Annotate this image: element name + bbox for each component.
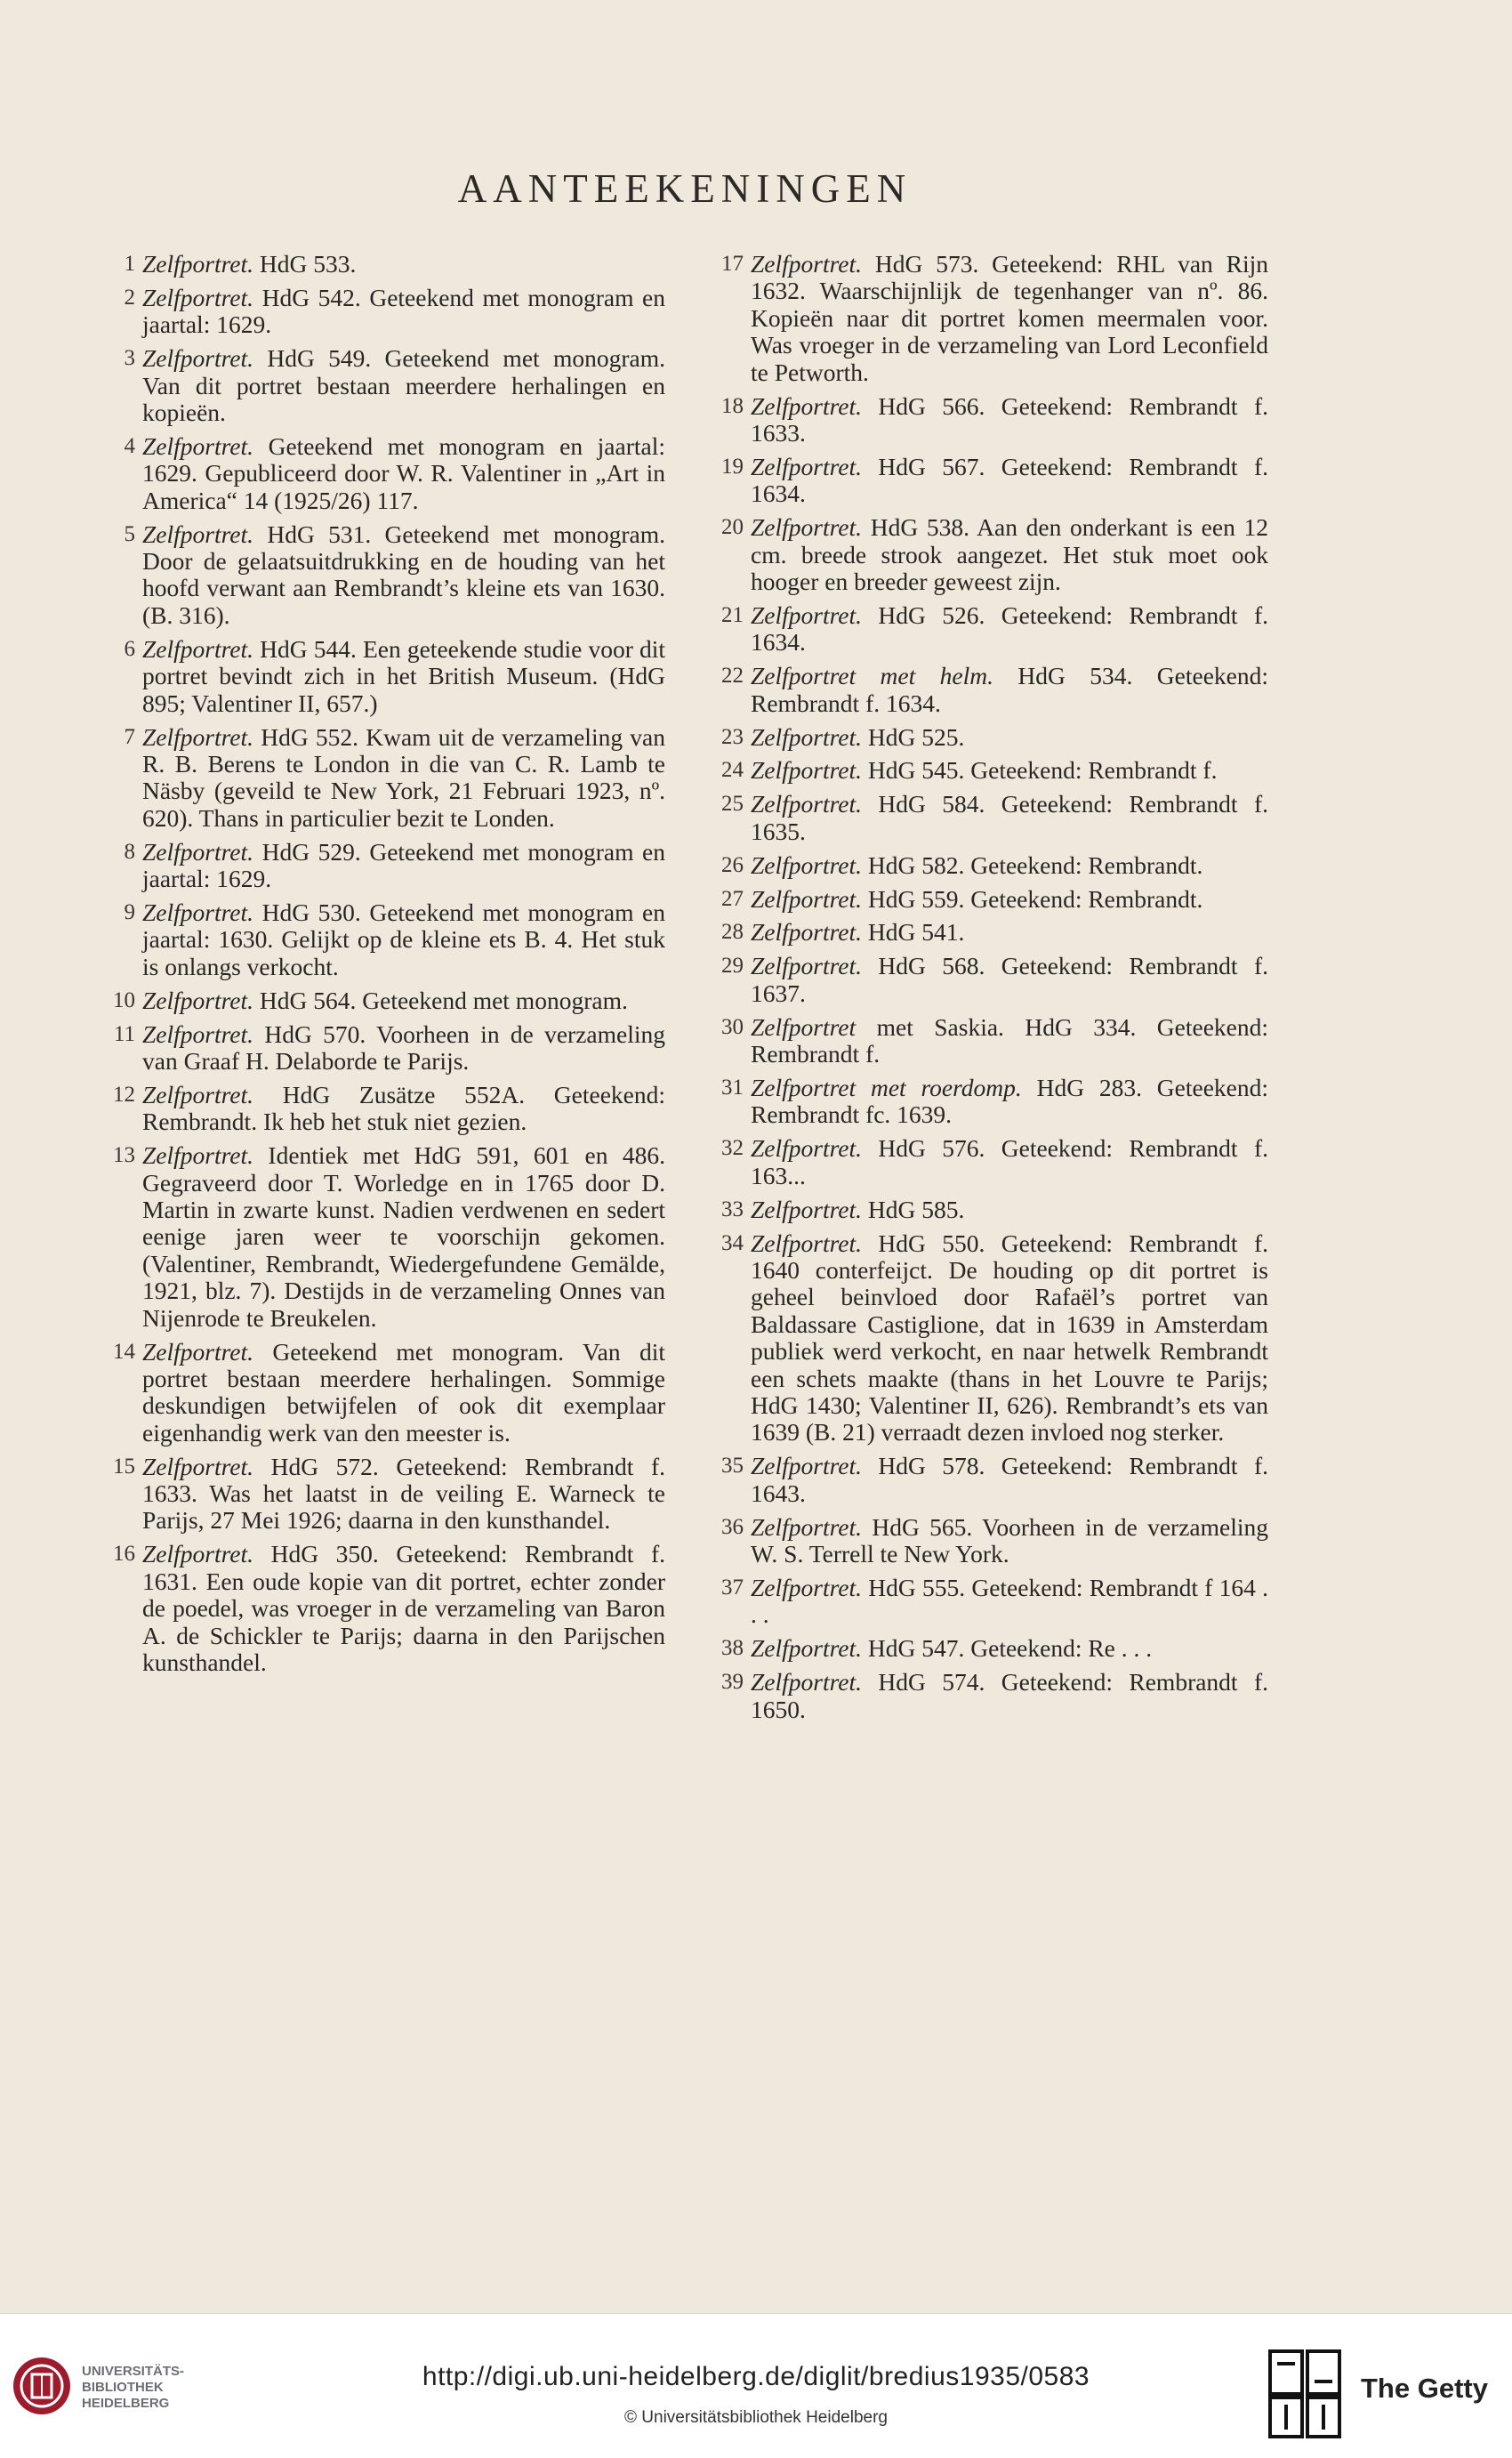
- library-line: UNIVERSITÄTS-: [82, 2364, 185, 2379]
- note-item: [708, 393, 1268, 447]
- note-number: 10: [113, 987, 135, 1012]
- note-text: HdG 525.: [867, 722, 965, 751]
- note-title: Zelfportret.: [142, 250, 254, 278]
- note-number: 34: [721, 1230, 744, 1255]
- note-number: 15: [113, 1454, 135, 1479]
- note-text: HdG 542. Geteekend met monogram en jaartal: 1629.: [142, 283, 665, 339]
- note-number: 31: [721, 1075, 744, 1100]
- copyright-notice: © Universitätsbibliothek Heidelberg: [624, 2408, 888, 2427]
- note-item: [100, 521, 665, 630]
- note-title: Zelfportret.: [142, 1337, 254, 1366]
- note-item: [708, 886, 1268, 913]
- note-item: [100, 724, 665, 833]
- note-item: [100, 433, 665, 514]
- note-number: 13: [113, 1143, 135, 1168]
- note-item: [708, 791, 1268, 845]
- note-text: HdG 572. Geteekend: Rembrandt f. 1633. Was het laatst in de veiling E. Warneck te Parijs, 27 Mei 1926; daarna in den kunsthandel.: [142, 1452, 665, 1535]
- note-item: [100, 1339, 665, 1447]
- page-title: AANTEEKENINGEN: [457, 166, 913, 211]
- note-item: [708, 454, 1268, 508]
- note-number: 33: [721, 1197, 744, 1221]
- getty-logo-icon: [1268, 2349, 1341, 2438]
- note-text: HdG 547. Geteekend: Re . . .: [867, 1634, 1153, 1663]
- note-number: 36: [721, 1514, 744, 1539]
- note-item: [708, 1014, 1268, 1068]
- note-item: [708, 1575, 1268, 1629]
- note-item: [708, 757, 1268, 784]
- note-number: 14: [113, 1339, 135, 1364]
- note-title: Zelfportret.: [751, 756, 863, 785]
- note-number: 6: [124, 636, 135, 661]
- notes-column-right: [708, 251, 1268, 1729]
- note-title: Zelfportret.: [751, 1452, 863, 1480]
- note-title: Zelfportret.: [751, 884, 863, 913]
- note-number: 30: [721, 1014, 744, 1039]
- notes-column-left: [100, 251, 665, 1683]
- library-line: HEIDELBERG: [82, 2396, 170, 2411]
- note-title: Zelfportret.: [751, 250, 863, 278]
- note-item: [708, 514, 1268, 595]
- library-line: BIBLIOTHEK: [82, 2380, 164, 2395]
- note-number: 1: [124, 252, 135, 276]
- note-text: HdG 564. Geteekend met monogram.: [259, 986, 628, 1014]
- note-item: [708, 1197, 1268, 1223]
- note-title: Zelfportret.: [751, 1195, 863, 1223]
- note-number: 7: [124, 724, 135, 749]
- note-text: HdG 565. Voorheen in de verzameling W. S. Terrell te New York.: [751, 1512, 1269, 1567]
- note-number: 2: [124, 285, 135, 310]
- note-number: 35: [721, 1454, 744, 1479]
- note-text: HdG 559. Geteekend: Rembrandt.: [867, 884, 1203, 913]
- note-item: [708, 1635, 1268, 1662]
- note-title: Zelfportret.: [142, 634, 254, 663]
- note-item: [100, 1021, 665, 1076]
- note-text: HdG 283. Geteekend: Rembrandt fc. 1639.: [751, 1073, 1269, 1129]
- note-text: HdG 585.: [867, 1195, 965, 1223]
- note-text: HdG 582. Geteekend: Rembrandt.: [867, 850, 1203, 879]
- note-title: Zelfportret.: [751, 790, 863, 818]
- note-item: [708, 724, 1268, 751]
- note-text: HdG 568. Geteekend: Rembrandt f. 1637.: [751, 952, 1268, 1007]
- note-title: Zelfportret.: [142, 283, 254, 311]
- note-title: Zelfportret.: [751, 1134, 863, 1163]
- note-title: Zelfportret met helm.: [751, 662, 993, 690]
- note-text: HdG 541.: [867, 918, 965, 947]
- note-text: HdG 574. Geteekend: Rembrandt f. 1650.: [751, 1668, 1268, 1723]
- note-text: HdG 538. Aan den onderkant is een 12 cm. breede strook aangezet. Het stuk moet ook hooger en breeder geweest zijn.: [751, 513, 1269, 595]
- note-text: HdG 573. Geteekend: RHL van Rijn 1632. Waarschijnlijk de tegenhanger van nº. 86. Kopieën naar dit portret komen meermalen voor. Was vroeger in de verzameling van Lord Leconfield te Petworth.: [751, 250, 1269, 386]
- note-text: HdG 567. Geteekend: Rembrandt f. 1634.: [751, 452, 1268, 508]
- note-item: [708, 663, 1268, 717]
- note-number: 8: [124, 839, 135, 864]
- note-text: HdG 531. Geteekend met monogram. Door de gelaatsuitdrukking en de houding van het hoofd verwant aan Rembrandt’s kleine ets van 1630. (B. 316).: [142, 520, 665, 629]
- note-title: Zelfportret.: [142, 1141, 254, 1170]
- note-item: [708, 1230, 1268, 1447]
- viewer-footer: [0, 2313, 1512, 2458]
- note-item: [100, 839, 665, 893]
- note-title: Zelfportret.: [751, 850, 863, 879]
- note-title: Zelfportret.: [751, 1229, 863, 1257]
- note-text: HdG 529. Geteekend met monogram en jaartal: 1629.: [142, 837, 665, 893]
- note-item: [100, 987, 665, 1014]
- note-item: [708, 1075, 1268, 1129]
- note-text: Geteekend met monogram en jaartal: 1629. Gepubliceerd door W. R. Valentiner in „Art in America“ 14 (1925/26) 117.: [142, 431, 665, 514]
- note-text: HdG 533.: [259, 250, 357, 278]
- note-text: HdG 530. Geteekend met monogram en jaartal: 1630. Gelijkt op de kleine ets B. 4. Het stuk is onlangs verkocht.: [142, 898, 665, 980]
- note-number: 27: [721, 886, 744, 911]
- note-title: Zelfportret.: [142, 722, 254, 751]
- note-number: 28: [721, 920, 744, 945]
- note-text: HdG 549. Geteekend met monogram. Van dit portret bestaan meerdere herhalingen en kopieën.: [142, 344, 665, 427]
- note-number: 23: [721, 724, 744, 749]
- note-number: 26: [721, 852, 744, 877]
- note-text: HdG 534. Geteekend: Rembrandt f. 1634.: [751, 662, 1269, 717]
- note-text: HdG 566. Geteekend: Rembrandt f. 1633.: [751, 391, 1268, 447]
- note-item: [100, 636, 665, 717]
- note-title: Zelfportret.: [751, 1573, 863, 1601]
- note-text: HdG 350. Geteekend: Rembrandt f. 1631. Een oude kopie van dit portret, echter zonder de poedel, was vroeger in de verzameling van Baron A. de Schickler te Parijs; daarna in den Parijschen kunsthandel.: [142, 1540, 665, 1676]
- note-number: 21: [721, 602, 744, 627]
- note-text: HdG 578. Geteekend: Rembrandt f. 1643.: [751, 1452, 1268, 1507]
- note-item: [708, 251, 1268, 386]
- note-number: 12: [113, 1082, 135, 1107]
- note-title: Zelfportret.: [751, 952, 863, 980]
- note-text: HdG 544. Een geteekende studie voor dit portret bevindt zich in het British Museum. (HdG 895; Valentiner II, 657.): [142, 634, 665, 717]
- note-title: Zelfportret.: [142, 431, 254, 460]
- note-item: [100, 345, 665, 426]
- note-title: Zelfportret.: [751, 452, 863, 480]
- note-item: [708, 919, 1268, 946]
- note-number: 38: [721, 1636, 744, 1661]
- note-text: HdG 555. Geteekend: Rembrandt f 164 . . .: [751, 1573, 1268, 1629]
- note-title: Zelfportret.: [142, 837, 254, 866]
- note-text: HdG 550. Geteekend: Rembrandt f. 1640 conterfeijct. De houding op dit portret is geheel beinvloed door Rafaël’s portret van Baldassare Castiglione, dat in 1639 in Amsterdam publiek werd verkocht, en naar hetwelk Rembrandt een schets maakte (thans in het Louvre te Parijs; HdG 1430; Valentiner II, 626). Rembrandt’s ets van 1639 (B. 21) verraadt dezen invloed nog sterker.: [751, 1229, 1268, 1447]
- note-title: Zelfportret.: [751, 1668, 863, 1696]
- note-title: Zelfportret.: [142, 1540, 254, 1568]
- note-title: Zelfportret.: [751, 391, 863, 420]
- note-text: HdG 576. Geteekend: Rembrandt f. 163...: [751, 1134, 1268, 1189]
- note-number: 5: [124, 521, 135, 546]
- note-text: HdG 570. Voorheen in de verzameling van Graaf H. Delaborde te Parijs.: [142, 1019, 666, 1075]
- note-number: 37: [721, 1575, 744, 1600]
- note-number: 3: [124, 346, 135, 371]
- note-item: [708, 1669, 1268, 1723]
- note-title: Zelfportret.: [142, 1019, 254, 1048]
- note-title: Zelfportret.: [142, 898, 254, 926]
- note-text: Identiek met HdG 591, 601 en 486. Gegraveerd door T. Worledge en in 1765 door D. Martin in zwarte kunst. Nadien verdwenen en sedert eenige jaren weer te voorschijn gekomen. (Valentiner, Rembrandt, Wiedergefundene Gemälde, 1921, blz. 7). Destijds in de verzameling Onnes van Nijenrode te Breukelen.: [142, 1141, 666, 1332]
- note-number: 24: [721, 758, 744, 783]
- note-text: Geteekend met monogram. Van dit portret bestaan meerdere herhalingen. Sommige deskundigen betwijfelen of ook dit exemplaar eigenhandig werk van den meester is.: [142, 1337, 665, 1447]
- note-title: Zelfportret met roerdomp.: [751, 1073, 1022, 1101]
- permalink-url[interactable]: http://digi.ub.uni-heidelberg.de/diglit/bredius1935/0583: [422, 2362, 1090, 2391]
- note-item: [100, 1541, 665, 1676]
- note-item: [708, 1514, 1268, 1568]
- note-text: HdG 584. Geteekend: Rembrandt f. 1635.: [751, 790, 1268, 845]
- note-item: [100, 251, 665, 278]
- note-title: Zelfportret.: [751, 513, 863, 542]
- note-number: 20: [721, 515, 744, 540]
- note-item: [100, 1454, 665, 1535]
- note-number: 29: [721, 954, 744, 979]
- note-number: 19: [721, 454, 744, 479]
- note-title: Zelfportret: [751, 1012, 857, 1041]
- note-title: Zelfportret.: [142, 520, 254, 548]
- note-title: Zelfportret.: [142, 344, 254, 373]
- note-title: Zelfportret.: [751, 722, 863, 751]
- note-number: 11: [113, 1021, 135, 1046]
- note-text: met Saskia. HdG 334. Geteekend: Rembrandt f.: [751, 1012, 1269, 1068]
- note-number: 25: [721, 792, 744, 817]
- note-title: Zelfportret.: [142, 1452, 254, 1480]
- note-text: HdG 526. Geteekend: Rembrandt f. 1634.: [751, 600, 1268, 657]
- note-text: HdG Zusätze 552A. Geteekend: Rembrandt. Ik heb het stuk niet gezien.: [142, 1080, 665, 1136]
- note-item: [100, 899, 665, 980]
- note-item: [708, 953, 1268, 1007]
- note-text: HdG 552. Kwam uit de verzameling van R. B. Berens te London in die van C. R. Lamb te Näsby (geveild te New York, 21 Februari 1923, nº. 620). Thans in particulier bezit te Londen.: [142, 722, 665, 832]
- note-number: 4: [124, 433, 135, 458]
- note-title: Zelfportret.: [142, 1080, 254, 1108]
- note-number: 39: [721, 1670, 744, 1695]
- note-text: HdG 545. Geteekend: Rembrandt f.: [867, 756, 1218, 785]
- note-number: 18: [721, 393, 744, 418]
- note-number: 9: [124, 899, 135, 924]
- note-number: 32: [721, 1136, 744, 1161]
- note-item: [100, 1082, 665, 1136]
- note-title: Zelfportret.: [751, 1512, 863, 1541]
- getty-label: The Getty: [1361, 2373, 1488, 2404]
- note-title: Zelfportret.: [751, 600, 863, 629]
- note-number: 16: [113, 1542, 135, 1567]
- note-item: [708, 852, 1268, 879]
- note-title: Zelfportret.: [751, 918, 863, 947]
- note-item: [708, 1453, 1268, 1507]
- note-item: [100, 1142, 665, 1332]
- note-title: Zelfportret.: [751, 1634, 863, 1663]
- note-item: [708, 602, 1268, 657]
- note-number: 17: [721, 252, 744, 276]
- note-title: Zelfportret.: [142, 986, 254, 1014]
- note-item: [100, 285, 665, 339]
- note-item: [708, 1135, 1268, 1189]
- note-number: 22: [721, 664, 744, 689]
